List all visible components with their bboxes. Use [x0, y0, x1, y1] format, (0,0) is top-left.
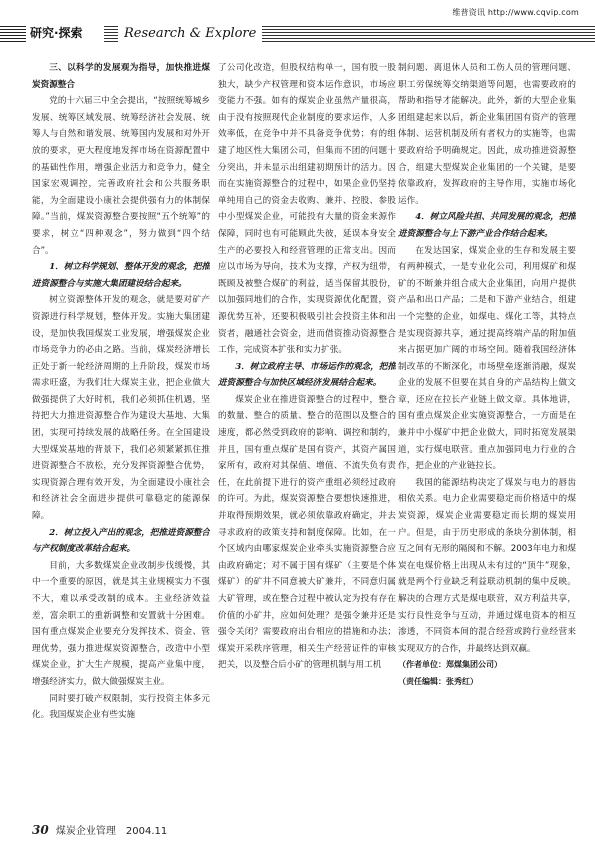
section-heading: 三、以科学的发展观为指导，加快推进煤炭资源整合	[32, 63, 210, 90]
text-column-3	[398, 60, 576, 815]
text-column-2	[218, 60, 396, 815]
author-affiliation: （作者单位：郑煤集团公司）	[398, 660, 502, 670]
paragraph: 在发达国家，煤炭企业的生存和发展主要有两种模式，一是专业化公司，利用煤矿和煤矿的不断兼并组合成大企业集团，向用户提供产品和出口产品；二是和下游产业结合，组建一个完整的企业，如煤电、煤化工等，其特点是实现资源共享，通过提高终端产品的附加值来占据更加广阔的市场空间。随着我国经济体制改革的不断深化，市场壁垒逐渐消融，煤炭企业的发展不但要在其自身的产品结构上做文章，还应在拉长产业链上做文章。具体地讲，国有重点煤炭企业实施资源整合，一方面是在兼并中小煤矿中把企业做大，同时拓宽发展渠道，实行煤电联营。重点加强同电力行业的合作，把企业的产业链拉长。	[398, 245, 576, 472]
journal-issue: 煤炭企业管理 2004.11	[55, 826, 168, 837]
subsection-heading-4: 4．树立风险共担、共同发展的观念，把推进资源整合与上下游产业合作结合起来。	[398, 212, 576, 239]
column-title-cn: 研究·探索	[30, 26, 83, 40]
site-watermark: 维普资讯 http://www.cqvip.com	[452, 8, 579, 17]
page-number: 30	[32, 823, 49, 837]
subsection-heading-1: 1．树立科学规划、整体开发的观念，把推进资源整合与实施大集团建设结合起来。	[32, 262, 210, 289]
header-hatch-left	[0, 26, 26, 42]
column-title-en: Research & Explore	[118, 26, 262, 42]
text-column-1	[32, 60, 210, 815]
subsection-heading-2: 2．树立投入产出的观念，把推进资源整合与产权制度改革结合起来。	[32, 527, 210, 555]
subsection-heading-3: 3．树立政府主导、市场运作的观念，把推进资源整合与加快区域经济发展结合起来。	[218, 361, 396, 389]
paragraph: 我国的能源结构决定了煤炭与电力的唇齿相依关系。电力企业需要稳定而价格适中的煤炭资源，煤炭企业需要稳定而长期的煤炭用户。但是，由于历史形成的条块分割体制，相互之间有无形的隔阂和不解。2003年电力和煤炭在电煤价格上出现从未有过的“顶牛”现象，就是两个行业缺乏利益联动机制的集中反映。解决的合理方式是煤电联营，双方利益共享，实行良性竞争与互动，并通过煤电资本的相互渗透，不同资本间的混合经营或跨行业经营来实现双方的合作，并最终达到双赢。	[398, 477, 576, 654]
paragraph: 煤炭企业在推进资源整合的过程中，整合的数量、整合的质量、整合的范围以及整合的速度，都必然受到政府的影响、调控和制约，并且，国有重点煤矿是国有资产，其资产属国家所有，政府对其保值、增值、不流失负有责任，在此前提下进行的资产重组必须经过政府的许可。为此，煤炭资源整合要想快速推进，并取得预期效果，就必须依靠政府确定，并去寻求政府的政策支持和制度保障。比如，在一个区域内由哪家煤炭企业牵头实施资源整合应由政府确定；对不属于国有煤矿（主要是个体煤矿）的矿井不同意被大矿兼并，不同意归属大矿管理，或在整合过程中被认定为投有存在价值的小矿井，应如何处理？是强令兼并还是强令关闭？需要政府出台相应的措施和办法；煤炭开采秩序管理，相关生产经营证件的审核把关，以及整合后小矿的管理机制与用工机	[218, 394, 396, 671]
paragraph: 了公司化改造，但股权结构单一，国有股一股独大，缺少产权管理和资本运作意识，市场应变能力不强。如有的煤炭企业虽然产量很高，由于没有按照现代企业制度的要求运作，人多效率低，在竞争中并不具备竞争优势；有的组建了地区性大集团公司，但集而不团的问题十分突出，并未显示出组建初期预计的活力。因而在实施资源整合的过程中，如果企业仍坚持单纯用自己的资金去收购、兼并、控股、参股中小型煤炭企业，可能投有大量的资金来源作保障，同时也有可能顾此失彼，延误本身安全生产的必要投入和经营管理的正常支出。因而应以市场为导向，技术为支撑，产权为纽带，既顾及被整合煤矿的利益，适当保留其股份，以加强同地们的合作，实现资源优化配置，资源优势互补，还要积极吸引社会投资主体和出资者，融通社会资金，进而借资推动资源整合工作，完成资本扩张和实力扩张。	[218, 63, 396, 356]
page-footer	[32, 822, 167, 837]
paragraph: 树立资源整体开发的观念，就是要对矿产资源进行科学规划，整体开发。实施大集团建设，是加快我国煤炭工业发展，增强煤炭企业市场竞争力的必由之路。当前，煤炭经济增长正处于新一轮经济周期的上升阶段，煤炭市场需求旺盛，为我们壮大煤炭主业，把企业做大做强提供了大好时机，我们必须抓住机遇，坚持把大力推进资源整合作为建设大基地、大集团，实现可持续发展的战略任务。在全国建设大型煤炭基地的背景下，我们必须紧紧抓住推进资源整合不放松，充分发挥资源整合优势，实现资源合理有效开发，为全面建设小康社会和经济社会全面进步提供可靠稳定的能源保障。	[32, 295, 210, 522]
column-header	[0, 22, 595, 46]
editor-credit: （责任编辑：张秀红）	[398, 676, 478, 686]
paragraph: 同时要打破产权限制，实行投资主体多元化。我国煤炭企业有些实施	[32, 693, 210, 721]
paragraph: 目前，大多数煤炭企业改制步伐缓慢，其中一个重要的原因，就是其主业规模实力不强不大，难以承受改制的成本。主业经济效益差，富余职工的重新调整和安置就十分困难。国有重点煤炭企业要充分发挥技术、资金、管理优势，强力推进煤炭资源整合，改造中小型煤炭企业，扩大生产规模，提高产业集中度，增强经济实力，做大做强煤炭主业。	[32, 560, 210, 687]
paragraph: 党的十六届三中全会提出，“按照统筹城乡发展、统筹区域发展、统筹经济社会发展、统筹人与自然和谐发展、统筹国内发展和对外开放的要求，更大程度地发挥市场在资源配置中的基础性作用，增强企业活力和竞争力，健全国家宏观调控，完善政府社会和公共服务职能，为全面建设小康社会提供强有力的体制保障。”当前，煤炭资源整合要按照“五个统筹”的要求，树立“四种观念”，努力做到“四个结合”。	[32, 96, 210, 256]
paragraph: 制问题、离退休人员和工伤人员的管理问题、职工労保统筹交纳渠道等问题，也需要政府的帮助和指导才能解决。此外，新的大型企业集团组建起来以后，新企业集团国有资产的管理体制、运营机制及所有者权力的实施等，也需要政府给予明确规定。因此，成功推进资源整合，组建大型煤炭企业集团的一个关键，是要依靠政府，发挥政府的主导作用，实施市场化运作。	[398, 63, 576, 206]
